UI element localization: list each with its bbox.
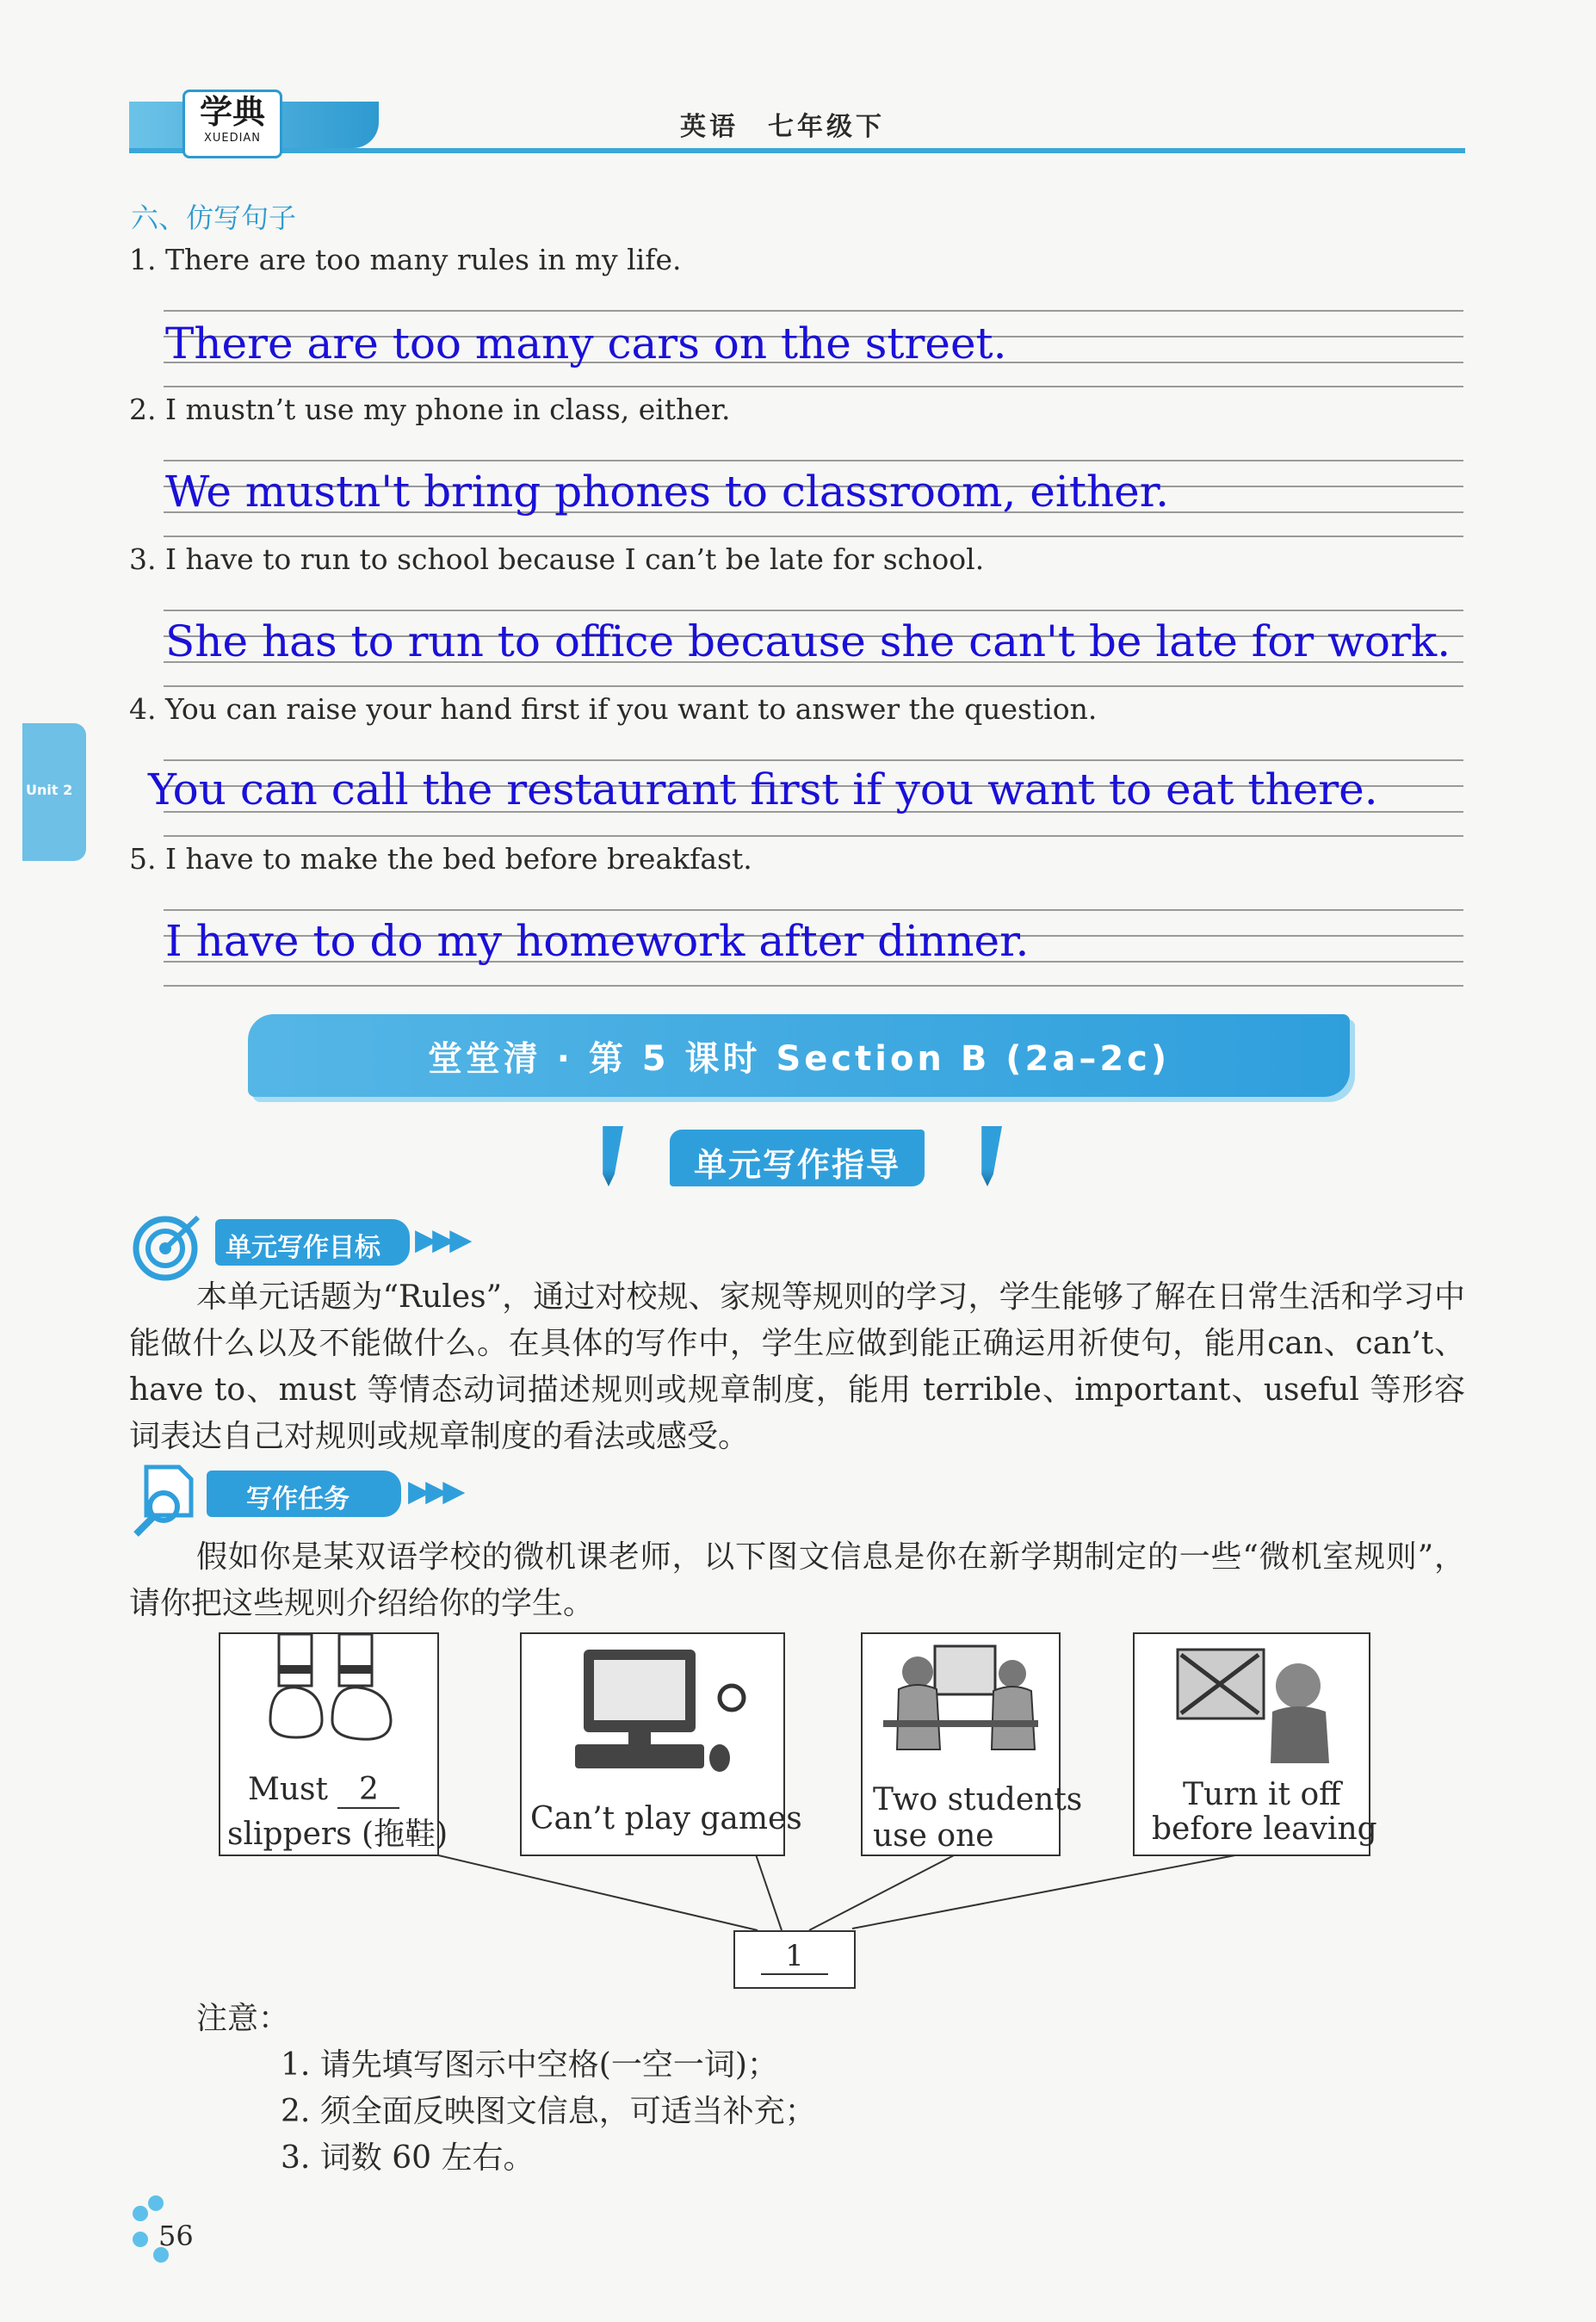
question-3: 3. I have to run to school because I can’t be late for school.	[129, 542, 985, 576]
page-number: 56	[158, 2220, 194, 2252]
writing-guide-text: 单元写作指导	[693, 1146, 900, 1184]
answer-5: I have to do my homework after dinner.	[165, 916, 1030, 966]
page-dot	[133, 2206, 148, 2221]
answer-4: You can call the restaurant first if you want to eat there.	[148, 765, 1378, 814]
picture-computer	[520, 1632, 802, 1856]
slippers-must: Must	[248, 1772, 338, 1807]
logo-en: XUEDIAN	[203, 132, 262, 145]
page-dot	[148, 2195, 164, 2211]
question-1: 1. There are too many rules in my life.	[129, 243, 682, 276]
turnoff-caption-line2: before leaving	[1152, 1811, 1377, 1847]
slippers-caption-line2: slippers (拖鞋)	[227, 1817, 448, 1852]
picture-turn-off	[1133, 1632, 1377, 1856]
center-blank: 1	[761, 1939, 828, 1975]
note-2: 2. 须全面反映图文信息，可适当补充；	[281, 2094, 816, 2129]
question-2: 2. I mustn’t use my phone in class, either.	[129, 393, 731, 426]
picture-slippers	[219, 1632, 448, 1856]
turnoff-caption-line1: Turn it off	[1183, 1777, 1341, 1812]
computer-icon	[575, 1646, 747, 1775]
logo-cn: 学典	[199, 92, 265, 131]
section-title: 六、仿写句子	[131, 201, 297, 234]
center-blank-box	[733, 1930, 856, 1989]
students-icon	[883, 1638, 1038, 1775]
slippers-blank: 2	[337, 1772, 399, 1809]
note-1: 1. 请先填写图示中空格(一空一词)；	[281, 2047, 778, 2083]
page-dot	[133, 2232, 148, 2247]
picture-two-students	[861, 1632, 1083, 1856]
answer-2: We mustn't bring phones to classroom, either.	[165, 467, 1170, 517]
students-caption-line1: Two students	[873, 1782, 1083, 1817]
arrows-icon: ▶▶▶	[415, 1223, 467, 1257]
students-caption-line2: use one	[873, 1818, 994, 1854]
task-label-text: 写作任务	[246, 1484, 350, 1514]
goal-text: 本单元话题为“Rules”，通过对校规、家规等规则的学习，学生能够了解在日常生活和学习中能做什么以及不能做什么。在具体的写作中，学生应做到能正确运用祈使句，能用can、can’t、have to、must 等情态动词描述规则或规章制度，能用 terrible、important、useful 等形容词表达自己对规则或规章制度的看法或感受。	[129, 1279, 1465, 1454]
goal-label-text: 单元写作目标	[226, 1233, 380, 1263]
answer-1: There are too many cars on the street.	[165, 319, 1007, 368]
subject-title: 英语 七年级下	[680, 112, 885, 142]
answer-3: She has to run to office because she can't be late for work.	[165, 616, 1451, 666]
task-text: 假如你是某双语学校的微机课老师，以下图文信息是你在新学期制定的一些“微机室规则”，请你把这些规则介绍给你的学生。	[129, 1539, 1465, 1621]
slippers-caption-line1	[248, 1772, 399, 1809]
arrows-icon: ▶▶▶	[408, 1474, 461, 1508]
computer-caption: Can’t play games	[530, 1801, 802, 1836]
slippers-icon	[253, 1634, 408, 1755]
lesson-banner-text: 堂堂清 · 第 5 课时 Section B (2a–2c)	[427, 1039, 1171, 1079]
question-5: 5. I have to make the bed before breakfast.	[129, 842, 752, 876]
notes-title: 注意：	[196, 2001, 290, 2036]
game-off-icon	[1169, 1638, 1341, 1767]
side-tab-label: Unit 2	[26, 782, 73, 798]
question-4: 4. You can raise your hand first if you want to answer the question.	[129, 692, 1098, 726]
note-3: 3. 词数 60 左右。	[281, 2140, 535, 2176]
